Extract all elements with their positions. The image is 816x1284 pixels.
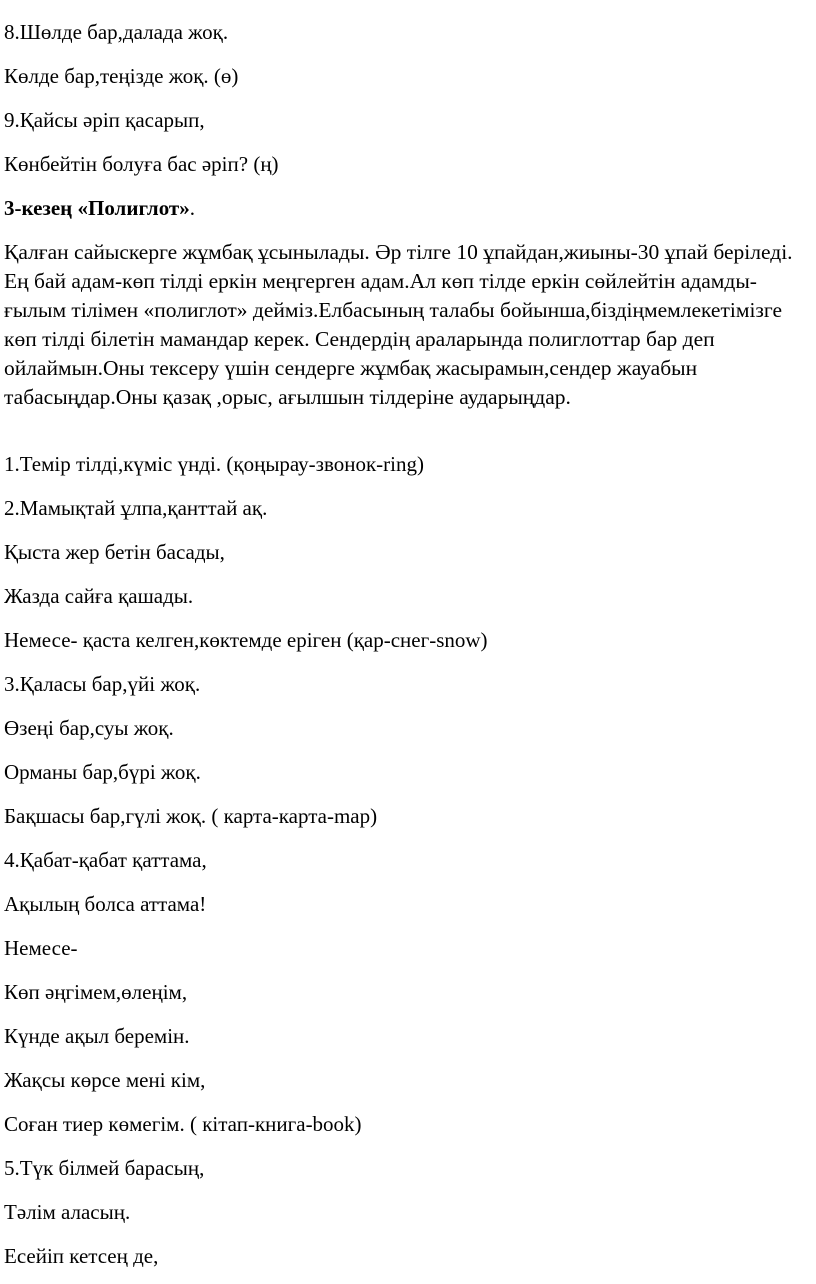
riddle-line: 5.Түк білмей барасың, <box>4 1156 205 1180</box>
section-heading <box>4 195 195 221</box>
riddle-line: Жақсы көрсе мені кім, <box>4 1068 206 1092</box>
riddle-line: 4.Қабат-қабат қаттама, <box>4 848 207 872</box>
riddle-line: Ақылың болса аттама! <box>4 892 207 916</box>
section-heading-tail: . <box>189 196 195 220</box>
text-line: 9.Қайсы әріп қасарып, <box>4 108 205 132</box>
riddle-line: Өзеңі бар,суы жоқ. <box>4 716 174 740</box>
riddle-line: Көп әңгімем,өлеңім, <box>4 980 188 1004</box>
text-line: Көлде бар,теңізде жоқ. (ө) <box>4 64 239 88</box>
section-heading-bold: 3-кезең «Полиглот» <box>4 196 190 220</box>
riddle-line: Бақшасы бар,гүлі жоқ. ( карта-карта-map) <box>4 804 378 828</box>
riddle-line: Немесе- қаста келген,көктемде еріген (қар-снег-snow) <box>4 628 488 652</box>
riddle-line: Немесе- <box>4 936 78 960</box>
riddle-line: Есейіп кетсең де, <box>4 1244 159 1268</box>
text-line: Көнбейтін болуға бас әріп? (ң) <box>4 152 279 176</box>
riddle-line: Күнде ақыл беремін. <box>4 1024 190 1048</box>
riddle-line: Тәлім аласың. <box>4 1200 131 1224</box>
riddle-line: 3.Қаласы бар,үйі жоқ. <box>4 672 201 696</box>
riddle-line: 2.Мамықтай ұлпа,қанттай ақ. <box>4 496 268 520</box>
text-line: 8.Шөлде бар,далада жоқ. <box>4 20 229 44</box>
riddle-line: Орманы бар,бүрі жоқ. <box>4 760 201 784</box>
riddle-line: Соған тиер көмегім. ( кітап-книга-book) <box>4 1112 362 1136</box>
riddle-line: Жазда сайға қашады. <box>4 584 194 608</box>
riddle-line: 1.Темір тілді,күміс үнді. (қоңырау-звонок-ring) <box>4 452 424 476</box>
intro-paragraph: Қалған сайыскерге жұмбақ ұсынылады. Әр тілге 10 ұпайдан,жиыны-30 ұпай беріледі. Ең бай адам-көп тілді еркін меңгерген адам.Ал көп тілде еркін сөйлейтін адамды-ғылым тілімен «полиглот» дейміз.Елбасының талабы бойынша,біздіңмемлекетімізге көп тілді білетін мамандар керек. Сендердің араларында полиглоттар бар деп ойлаймын.Оны тексеру үшін сендерге жұмбақ жасырамын,сендер жауабын табасыңдар.Оны қазақ ,орыс, ағылшын тілдеріне аударыңдар. <box>4 240 793 409</box>
riddle-line: Қыста жер бетін басады, <box>4 540 225 564</box>
